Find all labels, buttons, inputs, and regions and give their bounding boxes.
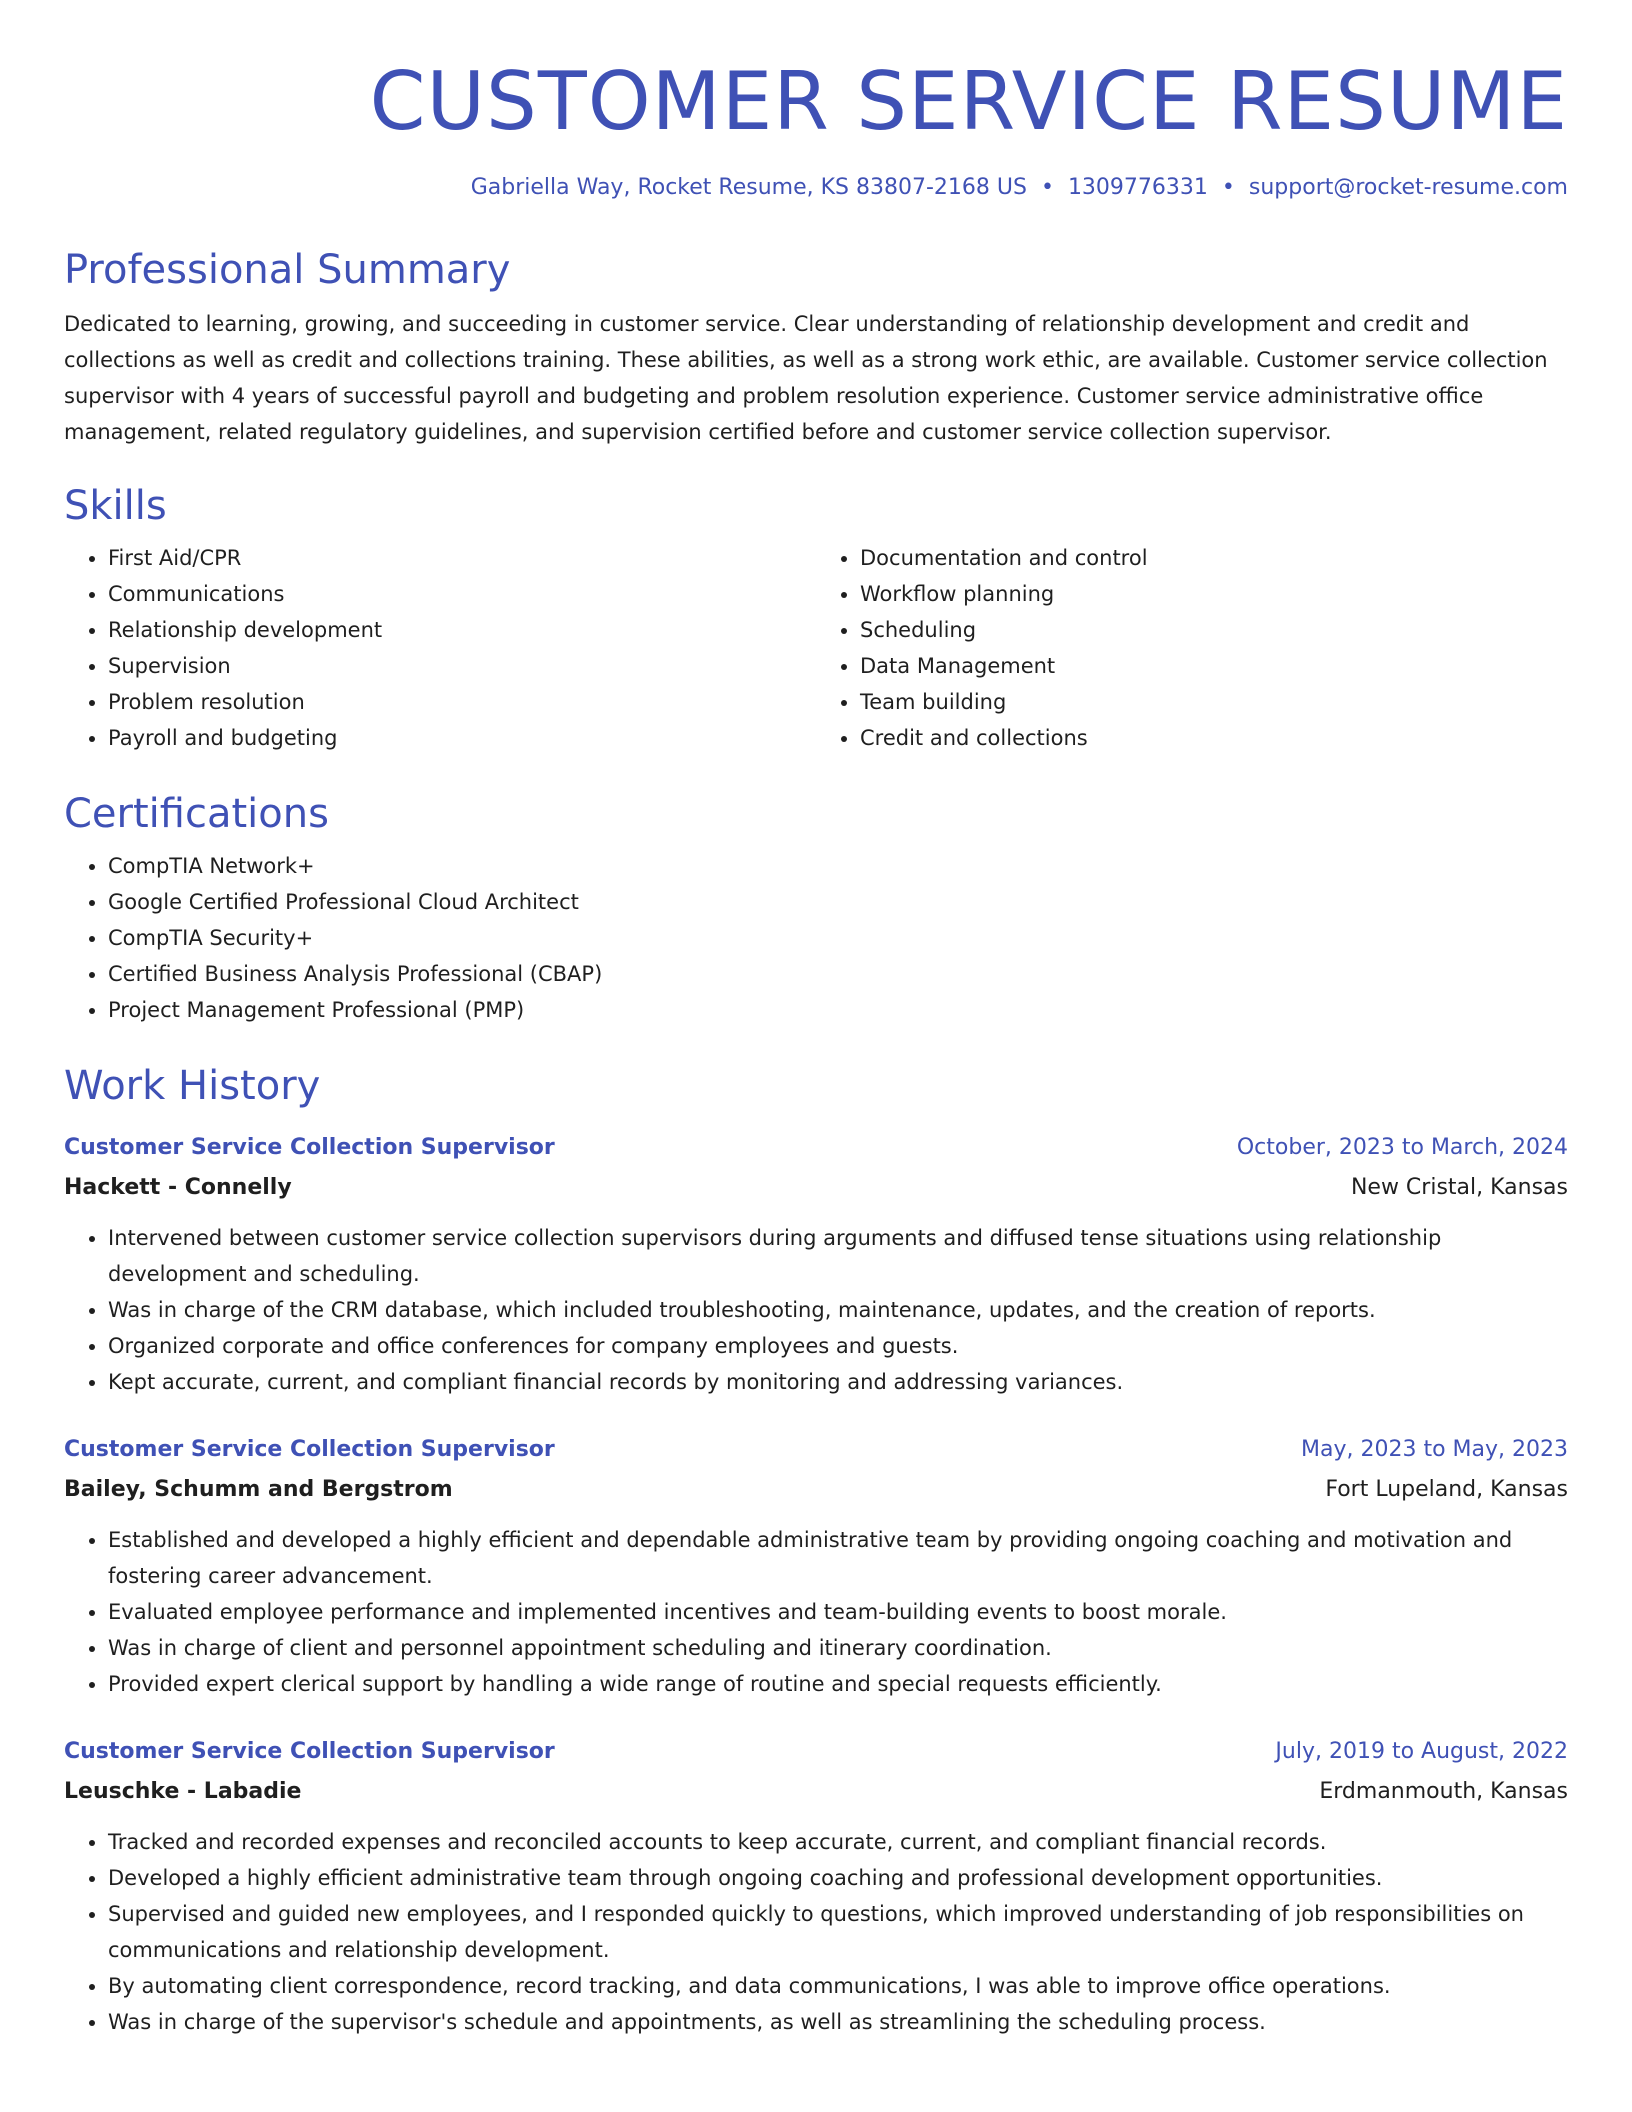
certification-item: • CompTIA Security+ (108, 920, 1568, 956)
skills-list-right (816, 540, 1568, 756)
skill-item: • Workflow planning (860, 576, 1568, 612)
job-location: Erdmanmouth, Kansas (1319, 1779, 1568, 1804)
job-title-row (64, 1732, 1568, 1772)
job-bullet: • Developed a highly efficient administrative team through ongoing coaching and professional development opportunities. (108, 1860, 1568, 1896)
skill-item: • Data Management (860, 648, 1568, 684)
job-title-row (64, 1430, 1568, 1470)
skill-item: • Team building (860, 684, 1568, 720)
certification-item: • CompTIA Network+ (108, 848, 1568, 884)
job-bullet: • Intervened between customer service collection supervisors during arguments and diffused tense situations using relationship development and scheduling. (108, 1220, 1568, 1292)
job-dates: October, 2023 to March, 2024 (1236, 1135, 1568, 1160)
skill-item: • Supervision (108, 648, 816, 684)
job-location: New Cristal, Kansas (1350, 1175, 1568, 1200)
section-heading-summary: Professional Summary (64, 247, 511, 293)
certification-item: • Certified Business Analysis Professional (CBAP) (108, 956, 1568, 992)
job-title: Customer Service Collection Supervisor (64, 1437, 555, 1462)
skill-item: • Payroll and budgeting (108, 720, 816, 756)
skills-section (64, 482, 1568, 756)
job-bullet: • Was in charge of the supervisor's schedule and appointments, as well as streamlining the scheduling process. (108, 2004, 1568, 2040)
job-company: Bailey, Schumm and Bergstrom (64, 1477, 453, 1502)
resume-page (64, 0, 1568, 2040)
section-heading-skills: Skills (64, 483, 167, 529)
job-bullet: • Kept accurate, current, and compliant financial records by monitoring and addressing variances. (108, 1364, 1568, 1400)
job-entry (64, 1732, 1568, 2040)
job-bullet: • Organized corporate and office conferences for company employees and guests. (108, 1328, 1568, 1364)
job-dates: May, 2023 to May, 2023 (1301, 1437, 1568, 1462)
job-title: Customer Service Collection Supervisor (64, 1739, 555, 1764)
job-bullet: • Evaluated employee performance and implemented incentives and team-building events to boost morale. (108, 1594, 1568, 1630)
job-company-row (64, 1168, 1568, 1208)
job-company: Leuschke - Labadie (64, 1779, 302, 1804)
contact-email[interactable]: support@rocket-resume.com (1248, 175, 1568, 200)
job-bullet: • Was in charge of client and personnel appointment scheduling and itinerary coordination. (108, 1630, 1568, 1666)
job-bullet: • Tracked and recorded expenses and reconciled accounts to keep accurate, current, and compliant financial records. (108, 1824, 1568, 1860)
skills-grid (64, 540, 1568, 756)
job-company: Hackett - Connelly (64, 1175, 292, 1200)
resume-title: CUSTOMER SERVICE RESUME (369, 55, 1568, 148)
skill-item: • Communications (108, 576, 816, 612)
skill-item: • Credit and collections (860, 720, 1568, 756)
section-heading-certifications: Certifications (64, 791, 329, 837)
job-bullets (64, 1522, 1568, 1702)
certification-item: • Project Management Professional (PMP) (108, 992, 1568, 1028)
job-location: Fort Lupeland, Kansas (1325, 1477, 1568, 1502)
contact-address: Gabriella Way, Rocket Resume, KS 83807-2168 US (470, 175, 1027, 200)
contact-line (64, 174, 1568, 202)
contact-phone: 1309776331 (1067, 175, 1208, 200)
certifications-section (64, 790, 1568, 1028)
job-title: Customer Service Collection Supervisor (64, 1135, 555, 1160)
job-entry (64, 1128, 1568, 1400)
skill-item: • Relationship development (108, 612, 816, 648)
job-dates: July, 2019 to August, 2022 (1275, 1739, 1568, 1764)
section-heading-work-history: Work History (64, 1063, 321, 1109)
job-bullet: • Established and developed a highly efficient and dependable administrative team by providing ongoing coaching and motivation and fostering career advancement. (108, 1522, 1568, 1594)
job-bullets (64, 1220, 1568, 1400)
skill-item: • First Aid/CPR (108, 540, 816, 576)
job-bullet: • Provided expert clerical support by handling a wide range of routine and special requests efficiently. (108, 1666, 1568, 1702)
certifications-list (64, 848, 1568, 1028)
job-title-row (64, 1128, 1568, 1168)
job-bullet: • Was in charge of the CRM database, which included troubleshooting, maintenance, updates, and the creation of reports. (108, 1292, 1568, 1328)
job-company-row (64, 1470, 1568, 1510)
summary-text: Dedicated to learning, growing, and succeeding in customer service. Clear understanding of relationship development and credit and collections as well as credit and collections training. These abilities, as well as a strong work ethic, are available. Customer service collection supervisor with 4 years of successful payroll and budgeting and problem resolution experience. Customer service administrative office management, related regulatory guidelines, and supervision certified before and customer service collection supervisor. (64, 312, 1548, 444)
job-bullets (64, 1824, 1568, 2040)
contact-separator: • (1040, 175, 1054, 200)
skill-item: • Scheduling (860, 612, 1568, 648)
skill-item: • Documentation and control (860, 540, 1568, 576)
skills-list-left (64, 540, 816, 756)
job-company-row (64, 1772, 1568, 1812)
job-bullet: • By automating client correspondence, record tracking, and data communications, I was able to improve office operations. (108, 1968, 1568, 2004)
job-bullet: • Supervised and guided new employees, and I responded quickly to questions, which improved understanding of job responsibilities on communications and relationship development. (108, 1896, 1568, 1968)
work-history-section (64, 1062, 1568, 2040)
certification-item: • Google Certified Professional Cloud Architect (108, 884, 1568, 920)
skill-item: • Problem resolution (108, 684, 816, 720)
contact-separator: • (1221, 175, 1235, 200)
job-entry (64, 1430, 1568, 1702)
professional-summary-section (64, 246, 1568, 450)
